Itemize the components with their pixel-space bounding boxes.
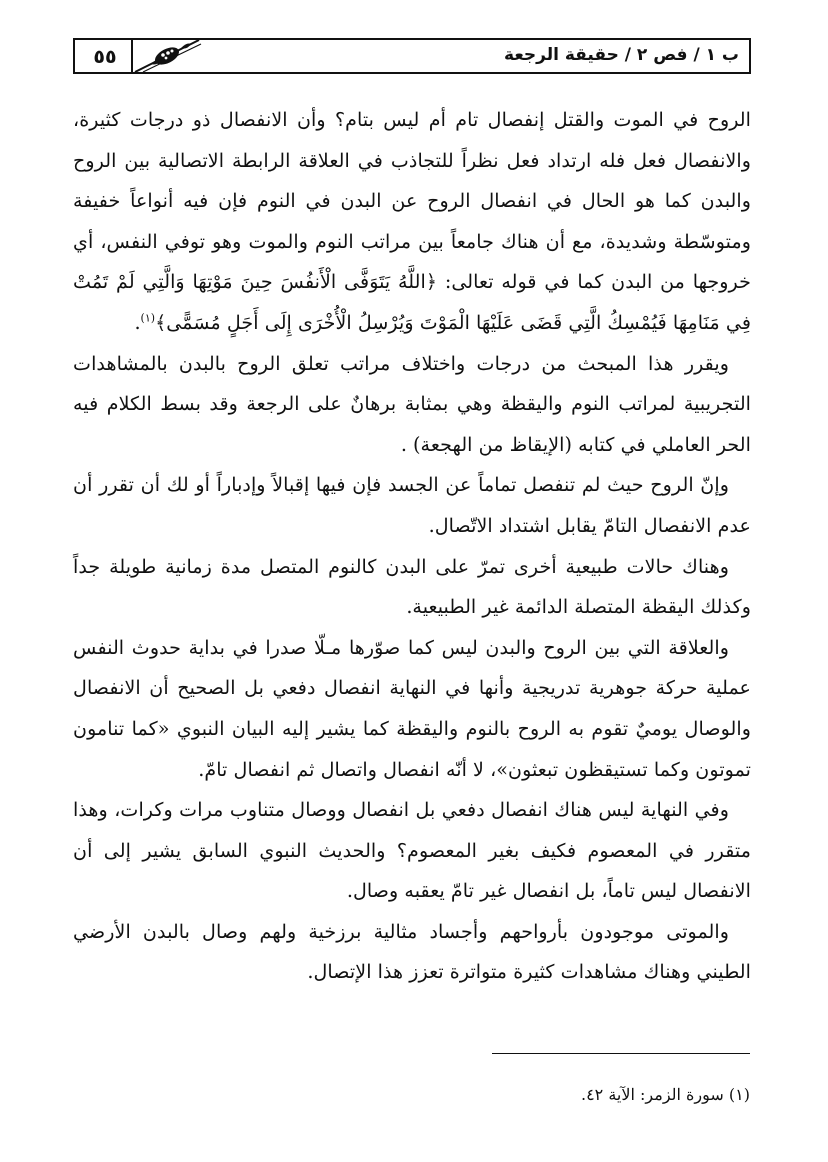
paragraph-1-text: الروح في الموت والقتل إنفصال تام أم ليس بتام؟ وأن الانفصال ذو درجات كثيرة، والانفصال فعل فله ارتداد فعل نظراً للتجاذب في العلاقة الرابطة الاتصالية بين الروح والبدن كما هو الحال في انفصال الروح عن البدن في النوم فإن فيه أنواعاً خفيفة ومتوسّطة وشديدة، مع أن هناك جامعاً بين مراتب النوم والموت وهو توفي النفس، أي خروجها من البدن كما في قوله تعالى: ﴿اللَّهُ يَتَوَفَّى الْأَنفُسَ حِينَ مَوْتِهَا وَالَّتِي لَمْ تَمُتْ فِي مَنَامِهَا فَيُمْسِكُ الَّتِي قَضَى عَلَيْهَا الْمَوْتَ وَيُرْسِلُ الْأُخْرَى إِلَى أَجَلٍ مُسَمًّى﴾ <box>73 108 751 334</box>
footnote: (١) سورة الزمر: الآية ٤٢. <box>580 1085 750 1104</box>
header-title: ب ١ / فص ٢ / حقيقة الرجعة <box>504 45 739 65</box>
paragraph-1 <box>73 100 751 344</box>
paragraph-1-end: . <box>134 310 141 334</box>
page-number-box <box>73 38 133 74</box>
page-number: ٥٥ <box>93 46 117 68</box>
running-header <box>73 38 751 74</box>
footnote-divider <box>492 1053 750 1054</box>
paragraph-5: والعلاقة التي بين الروح والبدن ليس كما صوّرها مـلّا صدرا في بداية حدوث النفس عملية حركة جوهرية تدريجية وأنها في النهاية انفصال دفعي بل الصحيح أن الانفصال والوصال يوميٌ تقوم به الروح بالنوم واليقظة كما يشير إليه البيان النبوي «كما تنامون تموتون وكما تستيقظون تبعثون»، لا أنّه انفصال واتصال ثم انفصال تامّ. <box>73 635 751 781</box>
footnote-reference: (١) <box>140 311 156 325</box>
floral-ornament-icon <box>133 38 203 74</box>
body-text <box>73 100 751 993</box>
paragraph-6: وفي النهاية ليس هناك انفصال دفعي بل انفصال ووصال متناوب مرات وكرات، وهذا متقرر في المعصوم فكيف بغير المعصوم؟ والحديث النبوي السابق يشير إلى أن الانفصال ليس تاماً، بل انفصال غير تامّ يعقبه وصال. <box>73 798 751 903</box>
paragraph-3: وإنّ الروح حيث لم تنفصل تماماً عن الجسد فإن فيها إقبالاً وإدباراً أو لك أن تقرر أن عدم الانفصال التامّ يقابل اشتداد الاتّصال. <box>73 473 751 537</box>
paragraph-7: والموتى موجودون بأرواحهم وأجساد مثالية برزخية ولهم وصال بالبدن الأرضي الطيني وهناك مشاهدات كثيرة متواترة تعزز هذا الإتصال. <box>73 919 751 984</box>
paragraph-2: ويقرر هذا المبحث من درجات واختلاف مراتب تعلق الروح بالبدن بالمشاهدات التجريبية لمراتب النوم واليقظة وهي بمثابة برهانٌ على الرجعة وقد بسط الكلام فيه الحر العاملي في كتابه (الإيقاظ من الهجعة) . <box>73 351 751 456</box>
paragraph-4: وهناك حالات طبيعية أخرى تمرّ على البدن كالنوم المتصل مدة زمانية طويلة جداً وكذلك اليقظة المتصلة الدائمة غير الطبيعية. <box>73 554 751 619</box>
